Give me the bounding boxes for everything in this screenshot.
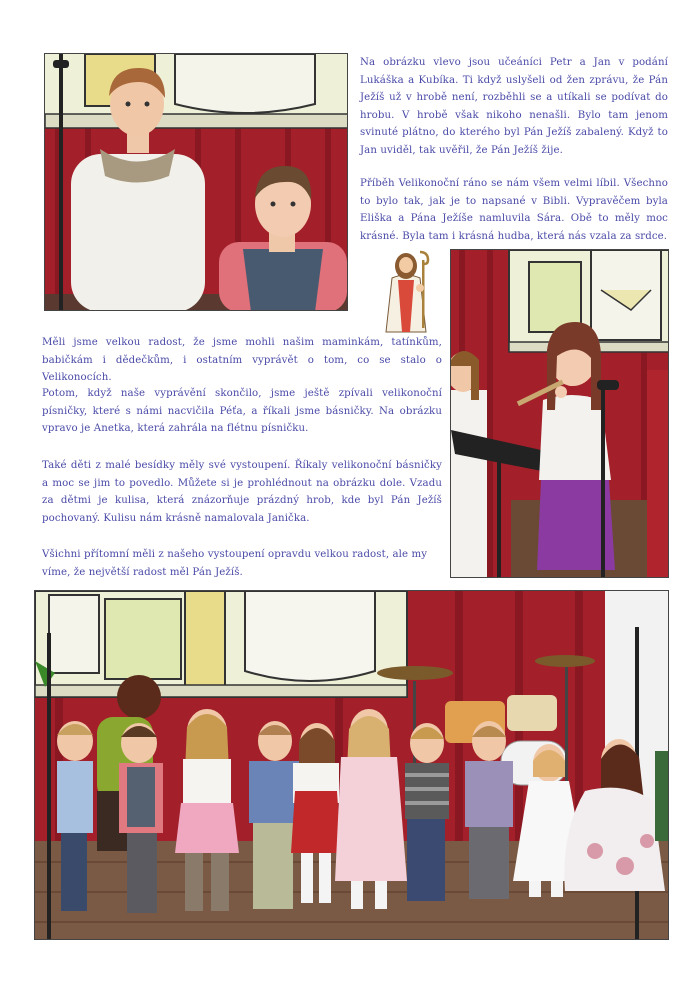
paragraph-mala-besidka: Také děti z malé besídky měly své vystoupení. Říkaly velikonoční básničky a moc se jim to povedlo. Můžete si je prohlédnout na obrázku dole. Vzadu za dětmi je kulisa, která znázorňuje prázdný hrob, kde byl Pán Ježíš pochovaný. Kulisu nám krásně namalovala Janička. [42,460,442,524]
photo-children-group [34,590,669,940]
paragraph-petr-jan: Na obrázku vlevo jsou učeáníci Petr a Jan v podání Lukáška a Kubíka. Ti když uslyšeli od žen zprávu, že Pán Ježíš už v hrobě není, rozběhli se a utíkali se podívat do hrobu. V hrobě však nikoho nenašli. Bylo tam jenom svinuté plátno, do kterého byl Pán Ježíš zabalený. Když to Jan uviděl, tak uvěřil, že Pán Ježíš žije. [360,57,668,156]
paragraph-pisnicky: Potom, když naše vyprávění skončilo, jsme ještě zpívali velikonoční písničky, které s námi nacvičila Péťa, a říkali jsme básničky. Na obrázku vpravo je Anetka, která zahrála na flétnu písničku. [42,388,442,434]
paragraph-radost: Měli jsme velkou radost, že jsme mohli našim maminkám, tatínkům, babičkám i dědečkům, i ostatním vyprávět o tom, co se stalo o Velikonocích. [42,337,442,383]
paragraph-velikonocni-rano: Příběh Velikonoční ráno se nám všem velmi líbil. Všechno to bylo tak, jak je to napsané v Bibli. Vypravěčem byla Eliška a Pána Ježíše namluvila Sára. Obě to měly moc krásné. Byla tam i krásná hudba, která nás vzala za srdce. [360,178,668,242]
photo-anetka-flute [450,249,669,578]
photo-boys-image [45,54,348,311]
photo-children-image [35,591,669,940]
paragraph-zaver: Všichni přítomní měli z našeho vystoupení opravdu velkou radost, ale my víme, že největší radost měl Pán Ježíš. [42,549,428,578]
jesus-icon [380,248,432,334]
jesus-clipart [380,248,432,334]
photo-boys-petr-jan [44,53,348,311]
photo-anetka-image [451,250,669,578]
